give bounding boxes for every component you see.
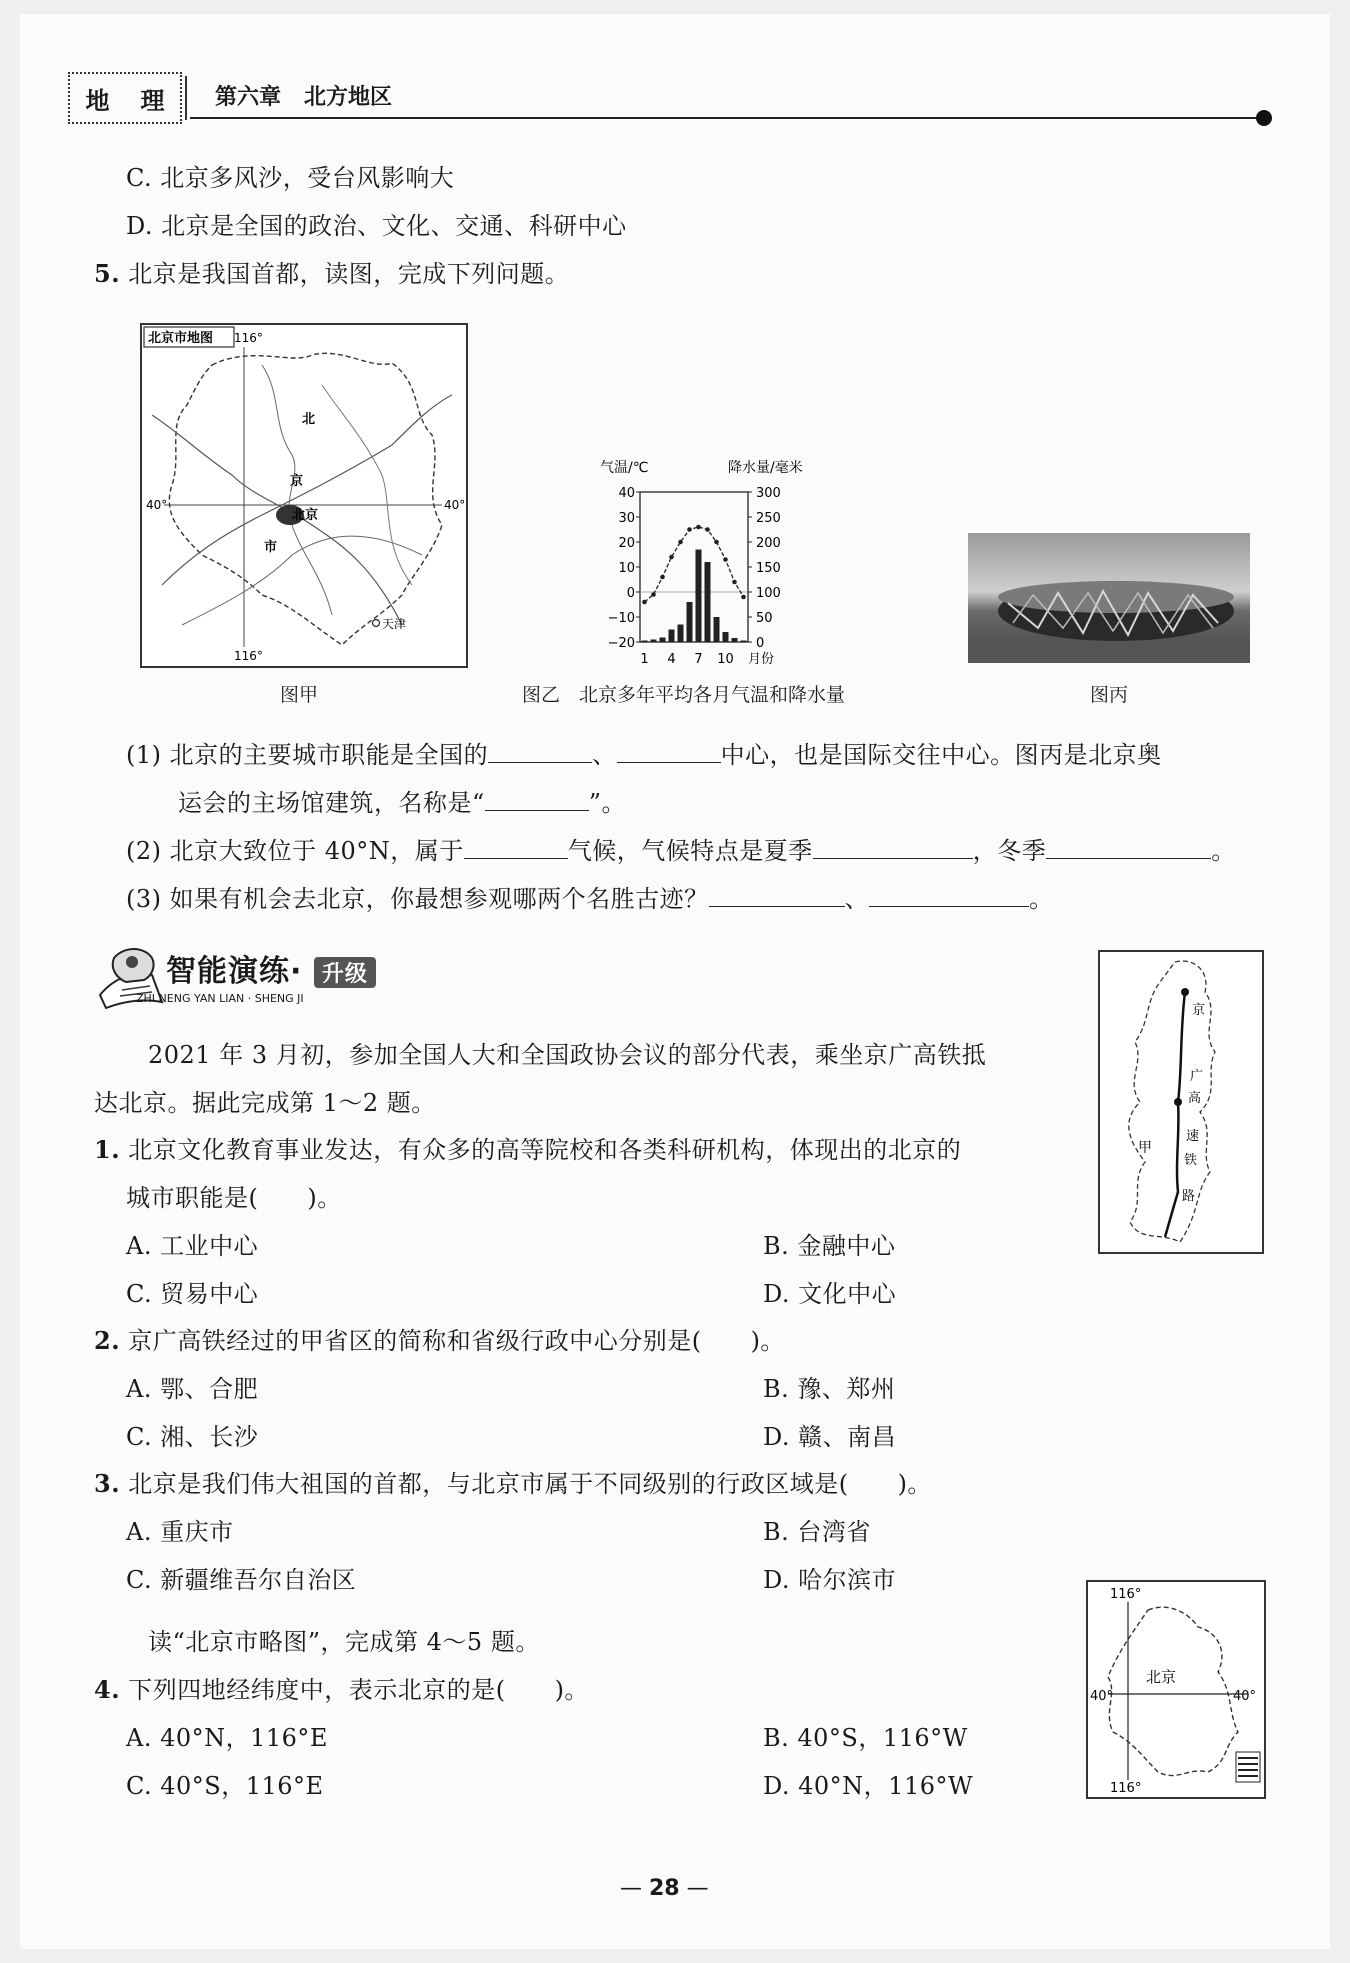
chart-xlabel: 月份 [748,652,775,667]
subject-label [68,72,182,124]
precip-tick-label: 50 [756,611,773,626]
precip-tick-labels [748,486,781,651]
rail-char-5: 铁 [1184,1153,1198,1168]
q5-sub1-text-b: 、 [592,741,617,769]
precip-bar [732,638,738,642]
q2-option-b[interactable]: B. 豫、郑州 [763,1375,896,1403]
q5-sub1-text-a: (1) 北京的主要城市职能是全国的 [126,741,489,769]
q5-sub3-blank-2[interactable] [869,884,1029,907]
figure-b-caption: 图乙 北京多年平均各月气温和降水量 [522,684,846,706]
river-5 [322,385,412,585]
temp-tick-label: −10 [607,611,635,626]
temp-tick-labels [608,486,640,651]
header-rule [190,117,1265,119]
map-lon-bottom: 116° [234,649,263,663]
rail-char-4: 速 [1186,1129,1200,1144]
question-3-text: 北京是我们伟大祖国的首都，与北京市属于不同级别的行政区域是( )。 [128,1470,932,1498]
q5-sub2-text-c: ，冬季 [972,837,1047,865]
rail-char-2: 广 [1190,1069,1204,1084]
temp-point [741,595,746,600]
sketch-city: 北京 [1146,1668,1177,1686]
intro-line-1: 2021 年 3 月初，参加全国人大和全国政协会议的部分代表，乘坐京广高铁抵 [148,1041,987,1069]
rail-char-6: 路 [1182,1189,1196,1204]
temp-point [687,527,692,532]
question-3-number: 3. [94,1469,121,1498]
map-city-beijing: 北京 [292,508,319,523]
map-lon-top: 116° [234,331,263,345]
temp-tick-label: 0 [626,586,635,601]
q5-sub3-text-b: 、 [844,885,870,913]
banner-tag: 升级 [314,957,376,988]
q5-sub2 [126,836,1236,866]
map-city-tianjin: 天津 [382,617,407,631]
q5-sub3-text-a: (3) 如果有机会去北京，你最想参观哪两个名胜古迹？ [126,885,709,913]
temp-point [732,580,737,585]
temp-tick-label: 30 [618,511,635,526]
temp-tick-label: 10 [618,561,635,576]
map-char-shi: 市 [264,540,278,555]
sketch-corner-box [1236,1752,1260,1782]
q5-sub2-text-a: (2) 北京大致位于 40°N，属于 [126,837,464,865]
q5-sub3-blank-1[interactable] [709,884,845,907]
month-tick-label: 1 [640,652,649,667]
climate-chart-svg [600,455,860,670]
beijing-map-drawing [142,325,466,666]
banner-title-text: 智能演练 [166,954,290,989]
figure-c-stadium-photo [968,533,1250,663]
subject-char-1: 地 [85,86,110,115]
map-char-jing: 京 [290,474,304,489]
q5-sub2-text-b: 气候，气候特点是夏季 [567,837,813,865]
river-1 [152,415,402,625]
banner-pinyin: ZHI NENG YAN LIAN · SHENG JI [136,992,304,1005]
q5-sub1-text-c: 中心，也是国际交往中心。图丙是北京奥 [720,741,1162,769]
map-lat-right: 40° [444,498,466,512]
tianjin-marker [373,620,380,627]
temp-point [651,592,656,597]
q2-option-c[interactable]: C. 湘、长沙 [126,1423,259,1451]
precip-bar [642,641,648,643]
river-3 [262,365,332,615]
precip-bar [705,562,711,642]
precip-bar [678,625,684,643]
month-tick-label: 10 [717,652,734,667]
precip-bar [687,602,693,642]
q5-sub2-blank-1[interactable] [464,836,568,859]
question-4-text: 下列四地经纬度中，表示北京的是( )。 [128,1676,589,1704]
q5-sub1-line1 [126,740,1162,770]
precip-bar [669,630,675,643]
page-number-wrap: — 28 — [620,1876,709,1901]
precip-tick-label: 150 [756,561,781,576]
chapter-number: 第六章 [215,85,282,110]
map-char-bei: 北 [302,412,316,427]
precip-bars [642,550,747,643]
q4-option-b[interactable]: B. 40°S，116°W [763,1724,968,1752]
precip-bar [741,641,747,643]
q5-sub1-text-e: ”。 [588,789,627,817]
map-title: 北京市地图 [148,331,214,346]
temp-point [705,527,710,532]
precip-bar [660,638,666,643]
q5-sub1-blank-1[interactable] [488,740,592,763]
intro-line-2: 达北京。据此完成第 1～2 题。 [94,1089,436,1117]
q4-option-c[interactable]: C. 40°S，116°E [126,1772,324,1800]
chart-ylabel-left: 气温/℃ [600,460,649,476]
sketch-lat-left: 40° [1090,1689,1114,1704]
q5-sub1-blank-2[interactable] [617,740,721,763]
question-1-stem [94,1135,961,1165]
question-4-stem [94,1675,589,1705]
month-tick-label: 4 [667,652,676,667]
header-divider [185,76,187,120]
banner-title [166,946,376,990]
question-5-stem [94,259,569,289]
sketch-map-drawing [1088,1582,1264,1797]
q5-sub3-text-c: 。 [1029,885,1054,913]
sketch-lon-top: 116° [1110,1587,1142,1602]
rail-char-1: 京 [1192,1003,1206,1018]
precip-bar [714,617,720,642]
subject-char-2: 理 [140,86,165,115]
q5-sub1-text-d: 运会的主场馆建筑，名称是“ [178,789,485,817]
question-4-number: 4. [94,1675,121,1704]
stadium-drawing [968,533,1250,663]
temp-point [714,540,719,545]
q5-sub2-blank-2[interactable] [813,836,973,859]
temp-point [723,557,728,562]
question-1-text-1: 北京文化教育事业发达，有众多的高等院校和各类科研机构，体现出的北京的 [128,1136,962,1164]
rail-beijing-dot [1181,988,1189,996]
question-1-number: 1. [94,1135,121,1164]
q4-option-a[interactable]: A. 40°N，116°E [126,1724,328,1752]
chart-plot-frame [640,492,748,642]
chapter-section: 北方地区 [304,85,393,110]
chart-ylabel-right: 降水量/毫米 [728,460,803,476]
rail-map-drawing [1100,952,1262,1252]
q4-option-d[interactable]: D. 40°N，116°W [763,1772,974,1800]
beijing-boundary [169,353,442,645]
rail-char-3: 高 [1188,1091,1202,1106]
q3-option-c[interactable]: C. 新疆维吾尔自治区 [126,1566,357,1594]
q3-option-d[interactable]: D. 哈尔滨市 [763,1566,897,1594]
precip-tick-label: 250 [756,511,781,526]
question-2-stem [94,1326,785,1356]
q1-option-d[interactable]: D. 文化中心 [763,1280,897,1308]
q5-sub1-line2 [178,788,626,818]
banner-dot: · [290,954,303,989]
question-2-number: 2. [94,1326,121,1355]
month-tick-labels [640,652,733,667]
q5-sub3 [126,884,1054,914]
temp-point [642,600,647,605]
question-2-text: 京广高铁经过的甲省区的简称和省级行政中心分别是( )。 [128,1327,785,1355]
q5-sub2-blank-3[interactable] [1046,836,1211,859]
intro-2: 读“北京市略图”，完成第 4～5 题。 [148,1628,540,1656]
header-rule-dot [1256,110,1272,126]
temp-tick-label: −20 [607,636,635,651]
q5-sub2-text-d: 。 [1211,837,1236,865]
question-3-stem [94,1469,932,1499]
temp-tick-label: 20 [618,536,635,551]
q1-option-c[interactable]: C. 贸易中心 [126,1280,259,1308]
precip-tick-label: 0 [756,636,765,651]
rail-map [1098,950,1264,1254]
q2-option-a[interactable]: A. 鄂、合肥 [126,1375,259,1403]
q3-option-a[interactable]: A. 重庆市 [126,1518,234,1546]
precip-tick-label: 200 [756,536,781,551]
map-lat-left: 40° [146,498,168,512]
sketch-lon-bottom: 116° [1110,1781,1142,1796]
chapter-title [215,80,392,111]
figure-a-caption: 图甲 [280,684,319,706]
question-5-text: 北京是我国首都，读图，完成下列问题。 [128,260,570,288]
section-banner [92,940,422,1012]
temp-point [660,575,665,580]
temp-point [669,555,674,560]
temp-point [678,540,683,545]
precip-bar [696,550,702,643]
temp-tick-label: 40 [618,486,635,501]
q2-option-d[interactable]: D. 赣、南昌 [763,1423,897,1451]
sketch-lat-right: 40° [1233,1689,1257,1704]
q1-option-b[interactable]: B. 金融中心 [763,1232,896,1260]
precip-tick-label: 100 [756,586,781,601]
stadium-ground [968,641,1250,663]
q3-option-b[interactable]: B. 台湾省 [763,1518,871,1546]
figure-a-beijing-map [140,323,468,668]
precip-bar [723,632,729,642]
river-4 [182,536,422,625]
q5-sub1-blank-3[interactable] [485,788,589,811]
precip-tick-label: 300 [756,486,781,501]
question-1-text-2: 城市职能是( )。 [126,1184,342,1212]
rail-station-dot [1174,1098,1182,1106]
temp-point [696,525,701,530]
rail-map-jia: 甲 [1138,1140,1152,1156]
figure-c-caption: 图丙 [1090,684,1129,706]
page-number: 28 [649,1876,680,1901]
month-tick-label: 7 [694,652,703,667]
temp-polyline [645,527,744,602]
q1-option-a[interactable]: A. 工业中心 [126,1232,259,1260]
question-5-number: 5. [94,259,121,288]
option-c-prev: C. 北京多风沙，受台风影响大 [126,164,455,192]
figure-b-climate-chart [600,455,860,670]
option-d-prev: D. 北京是全国的政治、文化、交通、科研中心 [126,212,627,240]
beijing-sketch-map [1086,1580,1266,1799]
precip-bar [651,640,657,643]
